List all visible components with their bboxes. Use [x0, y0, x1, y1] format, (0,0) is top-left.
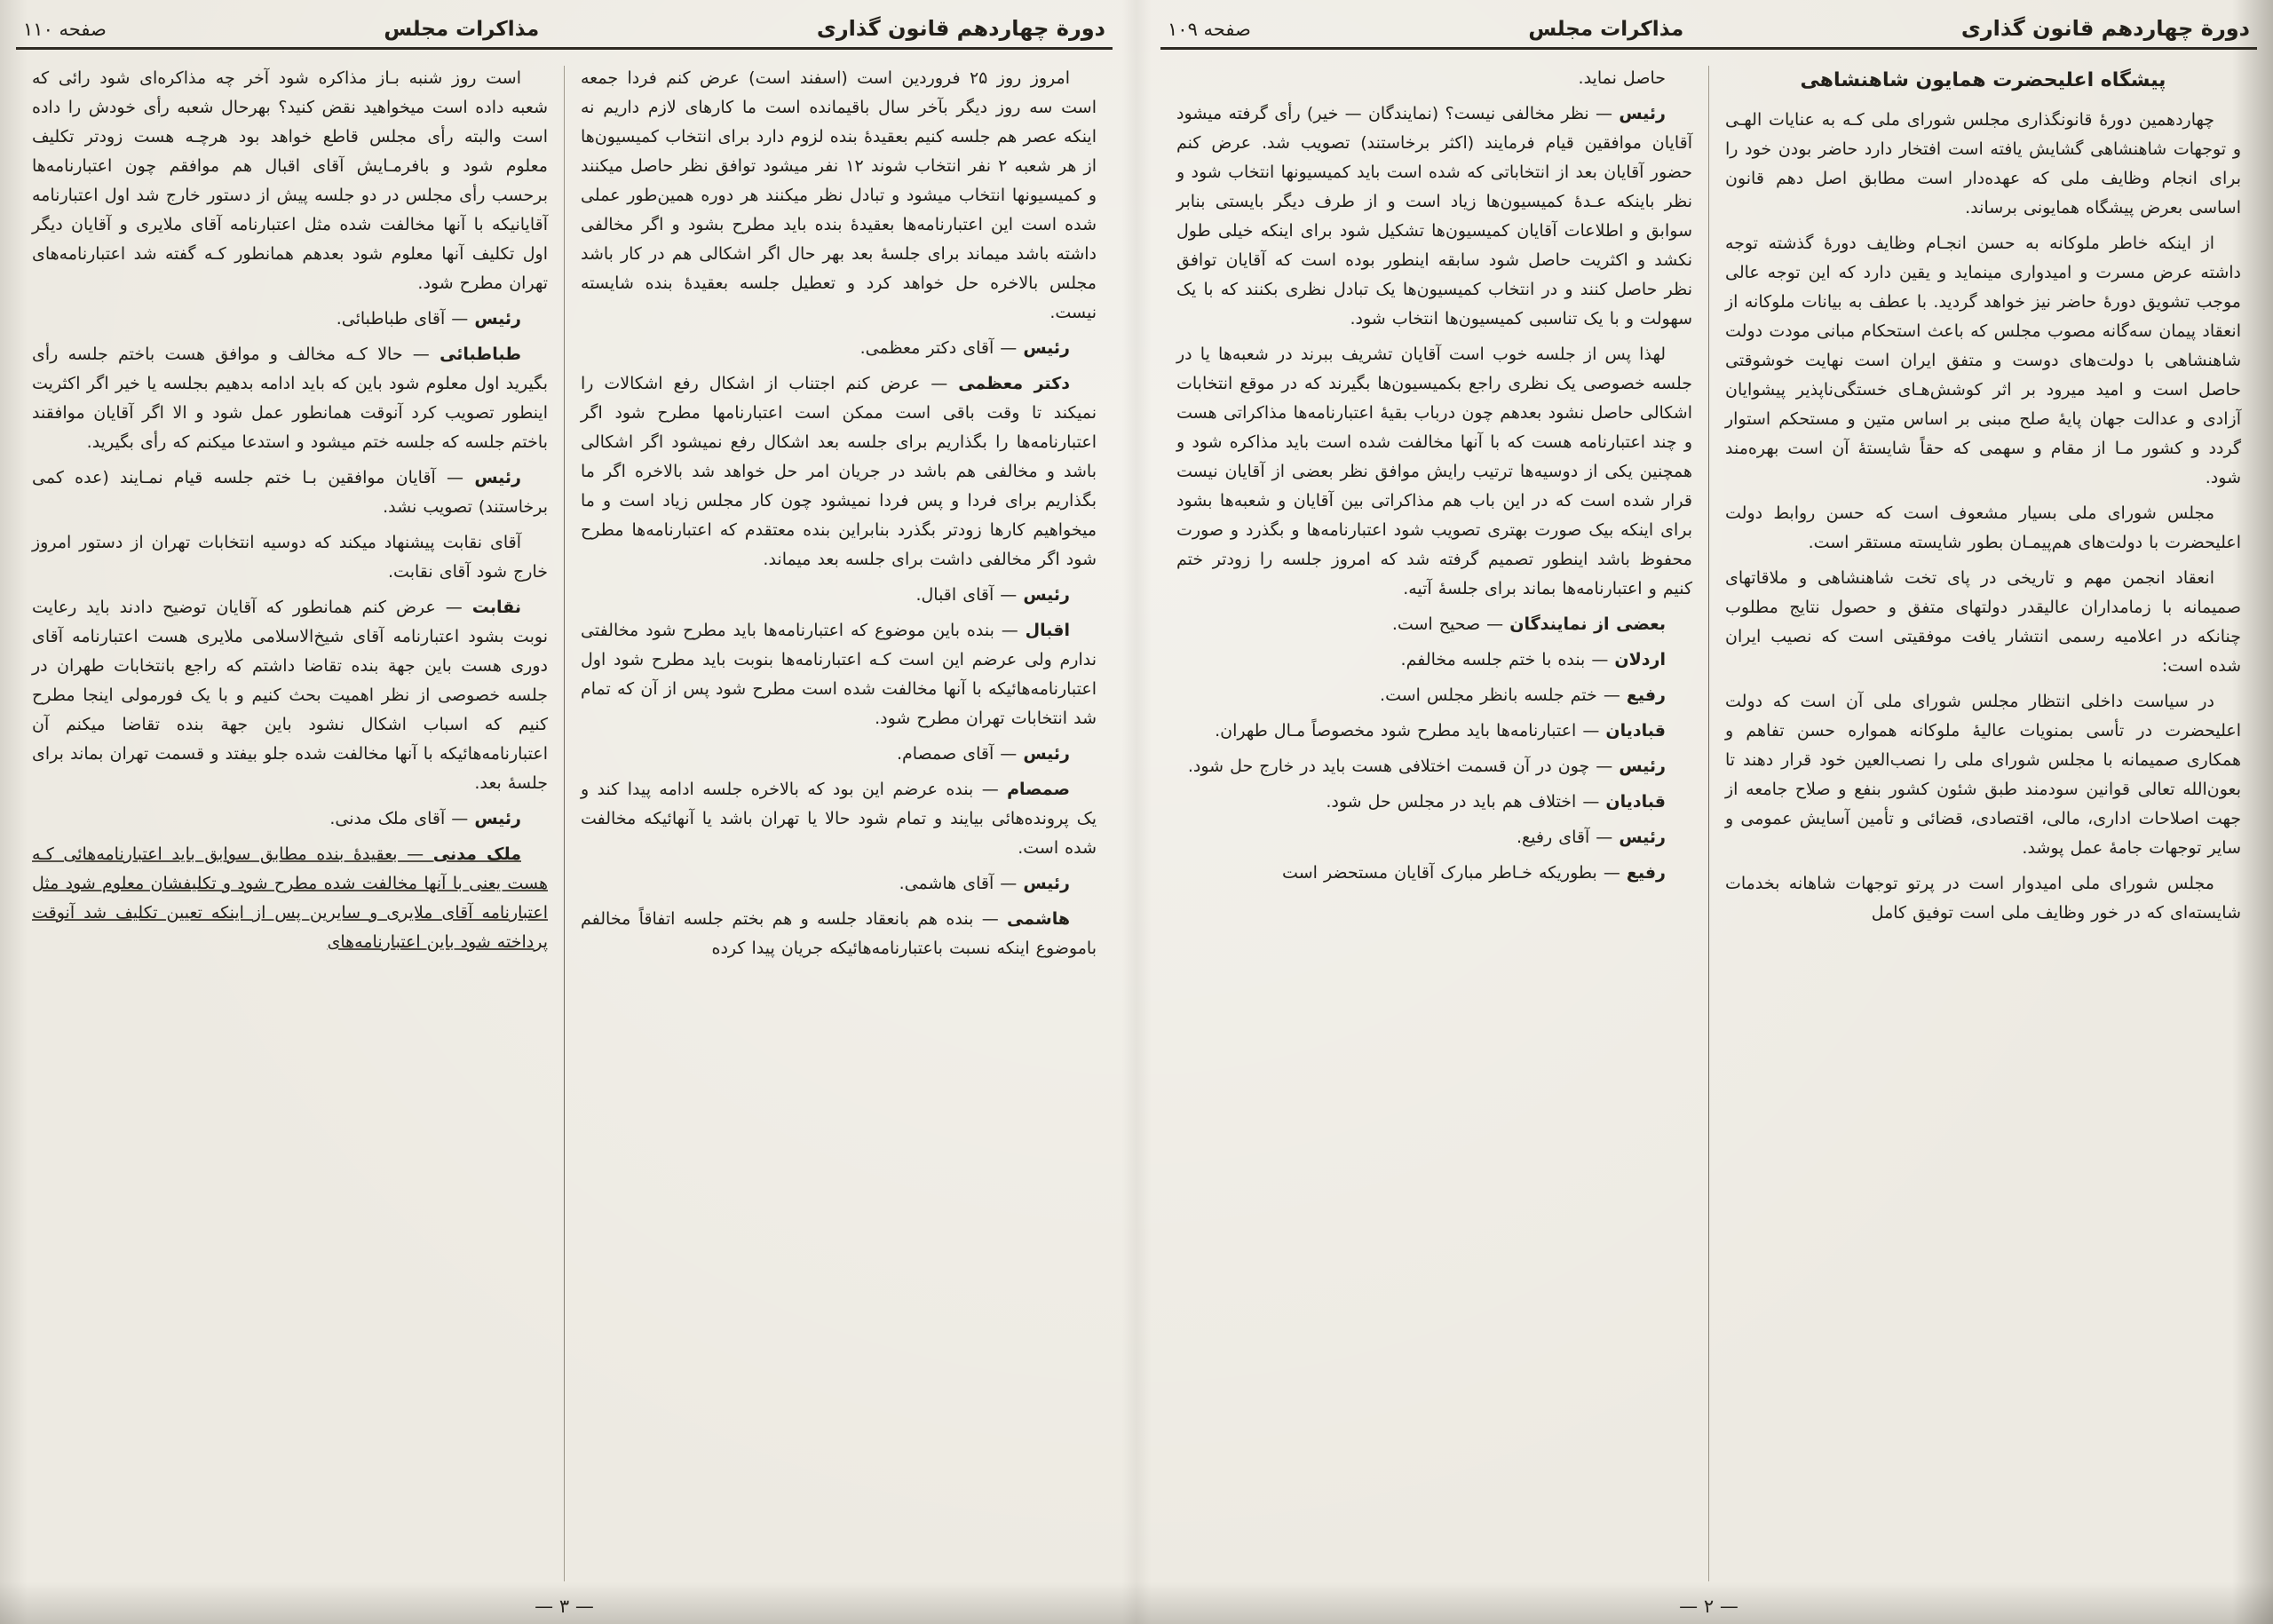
speech-paragraph: بعضی از نمایندگان — صحیح است.	[1391, 614, 1666, 634]
text-columns	[12, 50, 1116, 1587]
column-left	[16, 64, 564, 1583]
speaker-name: رئیس	[474, 309, 521, 329]
speaker-name: اردلان	[1614, 650, 1666, 669]
page-header	[12, 14, 1116, 47]
proceedings-title: مذاکرات مجلس	[384, 18, 540, 41]
paragraph: در سیاست داخلی انتظار مجلس شورای ملی آن است که دولت اعلیحضرت در تأسی بمنویات عالیهٔ ملوکانه همواره حسن تفاهم و همکاری صمیمانه با مجلس شورای ملی را نصب‌العین خود قرار دهند تا بعون‌الله تعالی قوانین سودمند طبق شئون کشور بنفع و صلاح جامعه از جهت اصلاحات اداری، مالی، اقتصادی، قضائی و تأمین آسایش عمومی و سایر توجهات جامهٔ عمل پوشد.	[1725, 692, 2241, 858]
speaker-name: ملک مدنی	[432, 844, 521, 864]
speaker-name: بعضی از نمایندگان	[1509, 614, 1666, 634]
speech-paragraph: رئیس — آقایان موافقین بـا ختم جلسه قیام نمـایند (عده کمی برخاستند) تصویب نشد.	[32, 468, 548, 517]
speaker-name: دکتر معظمی	[958, 374, 1070, 393]
column-divider	[564, 66, 565, 1581]
speech-paragraph: رئیس — آقای رفیع.	[1517, 828, 1666, 847]
series-title: دورة چهاردهم قانون گذاری	[816, 16, 1105, 41]
speaker-name: رئیس	[1023, 874, 1070, 893]
speaker-name: رئیس	[1023, 338, 1070, 358]
speech-paragraph: اقبال — بنده باین موضوع که اعتبارنامه‌ها باید مطرح شود مخالفتی ندارم ولی عرضم این است کـه اعتبارنامه‌ها بنوبت باید مطرح شود اول اعتبارنامه‌هائیکه با آنها مخالفت شده است مطرح شود پس از آن که تمام شد انتخابات تهران مطرح شود.	[581, 621, 1097, 728]
speaker-name: صمصام	[1007, 780, 1070, 799]
paragraph: مجلس شورای ملی امیدوار است در پرتو توجهات شاهانه بخدمات شایسته‌ای که در خور وظایف ملی است توفیق کامل	[1725, 874, 2241, 923]
speech-paragraph: رئیس — آقای صمصام.	[896, 744, 1070, 764]
page-109	[1157, 14, 2261, 1619]
speech-paragraph: رئیس — آقای ملک مدنی.	[329, 809, 521, 828]
speech-paragraph: رئیس — آقای طباطبائی.	[336, 309, 521, 329]
speech-paragraph: رئیس — چون در آن قسمت اختلافی هست باید در خارج حل شود.	[1187, 757, 1666, 776]
speech-paragraph: دکتر معظمی — عرض کنم اجتناب از اشکال رفع اشکالات را نمیکند تا وقت باقی است ممکن است اعتبارنامها مطرح شود اگر اعتبارنامه‌ها را بگذاریم برای جلسه بعد اشکال رفع نمیشود اگر اشکالی باشد و مخالفی هم باشد در جریان امر حل خواهد شد بالاخره اگر ما بگذاریم برای فردا و پس فردا نمیشود چون کار مجلس زیاد است و ما میخواهیم کارها زودتر بگذرد بنابراین بنده معتقدم که اعتبارنامه‌ها مطرح شود اگر مخالفی داشت برای جلسه بعد میماند.	[581, 374, 1097, 569]
paragraph: لهذا پس از جلسه خوب است آقایان تشریف ببرند در شعبه‌ها یا در جلسه خصوصی یک نظری راجع بکمیسیون‌ها بگیرند که در موقع انتخابات اشکالی حاصل نشود بعدهم چون درباب بقیهٔ اعتبارنامه‌ها مذاکراتی هست و چند اعتبارنامه هست که با آنها مخالفت شده است باید مذاکره شود و همچنین یکی از دوسیه‌ها ترتیب رایش موافق نظر بعضی از آقایان نیست قرار شده است که در این باب هم مذاکراتی بین آقایان و شعبه‌ها بشود برای اینکه بیک صورت بهتری تصویب شود اعتبارنامه‌ها و بگذرد و صورت محفوظ باشد اینطور تصمیم گرفته شد که امروز جلسه را زودتر ختم کنیم و اعتبارنامه‌ها بماند برای جلسهٔ آتیه.	[1176, 345, 1692, 598]
paragraph: است روز شنبه بـاز مذاکره شود آخر چه مذاکره‌ای شود رائی که شعبه داده است میخواهید نقض کنید؟ بهرحال شعبه رأی خودش را داده است والبته رأی مجلس قاطع خواهد بود هرچـه هست زودتر تکلیف معلوم شود و بافرمـایش آقای اقبال هم موافقم چون اعتبارنامه‌ها برحسب رأی مجلس در دو جلسه پیش از دستور خارج شد اول اعتبارنامه آقایانیکه با آنها مخالفت شده مثل اعتبارنامه آقای ملایری و آقایان دیگر اول تکلیف آنها معلوم شود بعدهم همانطور کـه گفته شد اعتبارنامه‌های تهران مطرح شود.	[32, 68, 548, 293]
paragraph: از اینکه خاطر ملوکانه به حسن انجـام وظایف دورهٔ گذشته توجه داشته عرض مسرت و امیدواری مینماید و یقین دارد که این توجه عالی موجب تشویق دورهٔ حاضر نیز خواهد گردید. با عطف به بیانات ملوکانه از انعقاد پیمان سه‌گانه مصوب مجلس که باعث استحکام مبانی مودت دولت شاهنشاهی با دولت‌های دوست و متفق ایران است نهایت خوشوقتی حاصل است و امید میرود بر اثر کوشش‌هـای خستگی‌ناپذیر پیشوایان آزادی و عدالت جهان پایهٔ صلح مبنی بر اساس متین و مستحکم استوار گردد و کشور مـا از مقام و سهمی که حقاً شایستهٔ آن است بهره‌مند شود.	[1725, 234, 2241, 487]
speech-paragraph: قبادیان — اختلاف هم باید در مجلس حل شود.	[1326, 792, 1666, 812]
speaker-name: رفیع	[1626, 685, 1666, 705]
speaker-name: هاشمی	[1007, 909, 1070, 929]
page-number-label: صفحه ۱۰۹	[1168, 19, 1251, 40]
speaker-name: رئیس	[474, 468, 521, 487]
speaker-name: اقبال	[1025, 621, 1070, 640]
sheet-number: — ۲ —	[1679, 1596, 1738, 1617]
speech-paragraph: اردلان — بنده با ختم جلسه مخالفم.	[1400, 650, 1666, 669]
speaker-name: رفیع	[1626, 863, 1666, 883]
speech-paragraph: صمصام — بنده عرضم این بود که بالاخره جلسه ادامه پیدا کند و یک پرونده‌هائی بیایند و تمام شود حالا یا تهران باشد یا آنهائیکه مخالفت شده است.	[581, 780, 1097, 858]
speech-paragraph: ملک مدنی — بعقیدهٔ بنده مطابق سوابق باید اعتبارنامه‌هائی کـه هست یعنی با آنها مخالفت شده مطرح شود و تکلیفشان معلوم شود مثل اعتبارنامه آقای ملایری و سایرین پس از اینکه تعیین تکلیف شد آنوقت پرداخته شود باین اعتبارنامه‌های	[32, 844, 548, 952]
speech-paragraph: رفیع — ختم جلسه بانظر مجلس است.	[1380, 685, 1666, 705]
paragraph: مجلس شورای ملی بسیار مشعوف است که حسن روابط دولت اعلیحضرت با دولت‌های هم‌پیمـان بطور شایسته مستقر است.	[1725, 503, 2241, 552]
speech-paragraph: قبادیان — اعتبارنامه‌ها باید مطرح شود مخصوصاً مـال طهران.	[1215, 721, 1666, 741]
address-heading: پیشگاه اعلیحضرت همایون شاهنشاهی	[1800, 69, 2166, 91]
speaker-name: قبادیان	[1605, 721, 1666, 741]
paragraph: چهاردهمین دورهٔ قانونگذاری مجلس شورای ملی کـه به عنایات الهـی و توجهات شاهنشاهی گشایش یافته است افتخار دارد حاضر بودن خود را برای انجام وظایف ملی که عهده‌دار است مطابق اصل دهم قانون اساسی بعرض پیشگاه همایونی برساند.	[1725, 110, 2241, 218]
speech-paragraph: هاشمی — بنده هم بانعقاد جلسه و هم بختم جلسه اتفاقاً مخالفم باموضوع اینکه نسبت باعتبارنامه‌هائیکه جریان پیدا کرده	[581, 909, 1097, 958]
paragraph: امروز روز ۲۵ فروردین است (اسفند است) عرض کنم فردا جمعه است سه روز دیگر بآخر سال باقیمانده است ما کارهای لازم داریم نه اینکه عصر هم جلسه کنیم بعقیدهٔ بنده لزوم دارد برای انتخاب کمیسیون‌ها از هر شعبه ۲ نفر انتخاب شوند ۱۲ نفر میشود توافق نظر حاصل میکنند و کمیسیونها انتخاب میشود و تبادل نظر میکنند هر دوره همین‌طور عملی شده است این اعتبارنامه‌ها بعقیدهٔ بنده باید مطرح بشود و اگر مخالفی داشته باشد میماند برای جلسهٔ بعد بهر حال اگر اشکالی هم در کار باشد مجلس بالاخره حل خواهد کرد و تعطیل جلسه بعقیدهٔ بنده شایسته نیست.	[581, 68, 1097, 322]
column-divider	[1708, 66, 1709, 1581]
speaker-name: رئیس	[1023, 744, 1070, 764]
speech-paragraph: طباطبائی — حالا کـه مخالف و موافق هست باختم جلسه رأی بگیرید اول معلوم شود باین که باید ادامه بدهیم بجلسه یا خیر اگر اکثریت اینطور تصویب کرد آنوقت همانطور عمل شود و الا اگر آقایان موافقند باختم جلسه که جلسه ختم میشود و استدعا میکنم که رأی بگیرید.	[32, 345, 548, 452]
column-left	[1160, 64, 1708, 1583]
speaker-name: نقابت	[471, 598, 521, 617]
speech-paragraph: رئیس — نظر مخالفی نیست؟ (نمایندگان — خیر) رأی گرفته میشود آقایان موافقین قیام فرمایند (اکثر برخاستند) تصویب شد. عرض کنم حضور آقایان بعد از انتخاباتی که شده است باید کمیسیونها انتخاب شود و نظر باینکه عـدهٔ کمیسیون‌ها زیاد است و از طرف دیگر بایستی بنابر سوابق و اطلاعات آقایان کمیسیون‌ها تشکیل شود برای اینکه خیلی طول نکشد و اکثریت حاصل شود سابقه اینطور بوده است که آقایان توافق نظر حاصل کنند و در انتخاب کمیسیون‌ها یک تبادل نظری بکنند که با یک سهولت و با یک تناسبی کمیسیون‌ها انتخاب شود.	[1176, 104, 1692, 329]
sheet-number: — ۳ —	[535, 1596, 594, 1617]
speaker-name: رئیس	[1023, 585, 1070, 605]
series-title: دورة چهاردهم قانون گذاری	[1960, 16, 2250, 41]
speaker-name: قبادیان	[1605, 792, 1666, 812]
speaker-name: طباطبائی	[440, 345, 521, 364]
column-right	[565, 64, 1113, 1583]
speaker-name: رئیس	[1619, 757, 1666, 776]
column-right	[1709, 64, 2257, 1583]
paragraph: حاصل نماید.	[1578, 68, 1666, 88]
speech-paragraph: رفیع — بطوریکه خـاطر مبارک آقایان مستحضر است	[1282, 863, 1666, 883]
proceedings-title: مذاکرات مجلس	[1528, 18, 1684, 41]
speaker-name: رئیس	[474, 809, 521, 828]
speaker-name: رئیس	[1619, 104, 1666, 123]
speaker-name: رئیس	[1619, 828, 1666, 847]
text-columns	[1157, 50, 2261, 1587]
page-110	[12, 14, 1116, 1619]
speech-paragraph: رئیس — آقای هاشمی.	[899, 874, 1070, 893]
page-header	[1157, 14, 2261, 47]
speech-paragraph: رئیس — آقای اقبال.	[915, 585, 1070, 605]
speech-paragraph: نقابت — عرض کنم همانطور که آقایان توضیح دادند باید رعایت نوبت بشود اعتبارنامه آقای شیخ‌الاسلامی ملایری هست اعتبارنامه آقای دوری هست باین جهة بنده تقاضا داشتم که راجع بانتخابات طهران در جلسه خصوصی از نظر اهمیت بحث کنیم و با یک فورمولی اینجا مطرح کنیم که اسباب اشکال نشود باین جهة بنده تقاضا میکنم آن اعتبارنامه‌هائیکه با آنها مخالفت شده جلو بیفتد و قسمت تهران بماند برای جلسهٔ بعد.	[32, 598, 548, 793]
speech-paragraph: رئیس — آقای دکتر معظمی.	[859, 338, 1070, 358]
paragraph: آقای نقابت پیشنهاد میکند که دوسیه انتخابات تهران از دستور امروز خارج شود آقای نقابت.	[32, 533, 548, 582]
page-number-label: صفحه ۱۱۰	[23, 19, 107, 40]
paragraph: انعقاد انجمن مهم و تاریخی در پای تخت شاهنشاهی و ملاقاتهای صمیمانه با زمامداران عالیقدر دولتهای متفق و حصول نتایج مطلوب چنانکه در اعلامیه رسمی انتشار یافت موفقیتی است که نصیب ایران شده است:	[1725, 568, 2241, 676]
